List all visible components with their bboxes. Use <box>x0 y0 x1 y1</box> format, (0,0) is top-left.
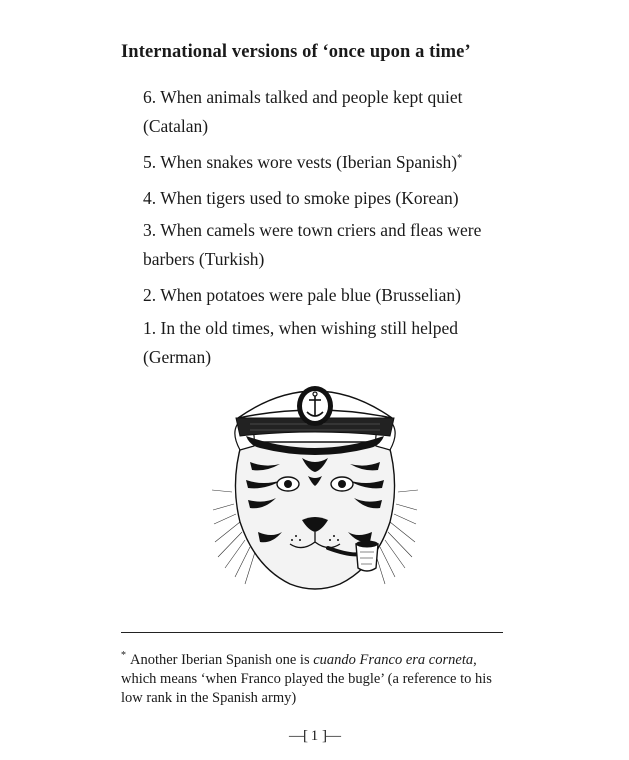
item-number: 5. <box>143 151 157 172</box>
footnote-text-after: , which means ‘when Franco played the bugle’ (a reference to his low rank in the Spanish army) <box>121 651 492 706</box>
versions-list <box>143 84 493 377</box>
page-ornament-left: —[ <box>289 728 307 744</box>
item-number: 1. <box>143 318 157 339</box>
item-number: 2. <box>143 285 157 306</box>
item-text: In the old times, when wishing still helped (German) <box>143 318 458 367</box>
page-ornament-right: ]— <box>322 728 340 744</box>
footnote-divider <box>121 632 503 633</box>
list-item <box>143 315 493 370</box>
footnote-mark: * <box>121 650 126 661</box>
item-number: 6. <box>143 87 157 107</box>
list-item <box>143 217 493 272</box>
list-item <box>143 182 493 211</box>
page-number-value: 1 <box>310 728 319 744</box>
tiger-illustration <box>210 372 420 600</box>
footnote-italic-phrase: cuando Franco era corneta <box>313 651 474 668</box>
footnote-reference[interactable]: * <box>457 152 463 164</box>
item-number: 4. <box>143 187 157 208</box>
footnote <box>121 646 511 708</box>
list-item <box>143 84 493 139</box>
item-text: When animals talked and people kept quiet (Catalan) <box>143 87 463 136</box>
list-item <box>143 146 493 175</box>
item-text: When snakes wore vests (Iberian Spanish) <box>160 151 458 172</box>
page-number <box>0 728 629 745</box>
page-title: International versions of ‘once upon a time’ <box>121 42 471 62</box>
item-text: When potatoes were pale blue (Brusselian) <box>160 285 461 306</box>
item-text: When camels were town criers and fleas were barbers (Turkish) <box>143 220 482 270</box>
tiger-sailor-cap-pipe-icon <box>210 372 420 600</box>
footnote-text-before: Another Iberian Spanish one is <box>130 651 314 668</box>
item-text: When tigers used to smoke pipes (Korean) <box>160 187 459 208</box>
list-item <box>143 279 493 308</box>
item-number: 3. <box>143 220 157 241</box>
